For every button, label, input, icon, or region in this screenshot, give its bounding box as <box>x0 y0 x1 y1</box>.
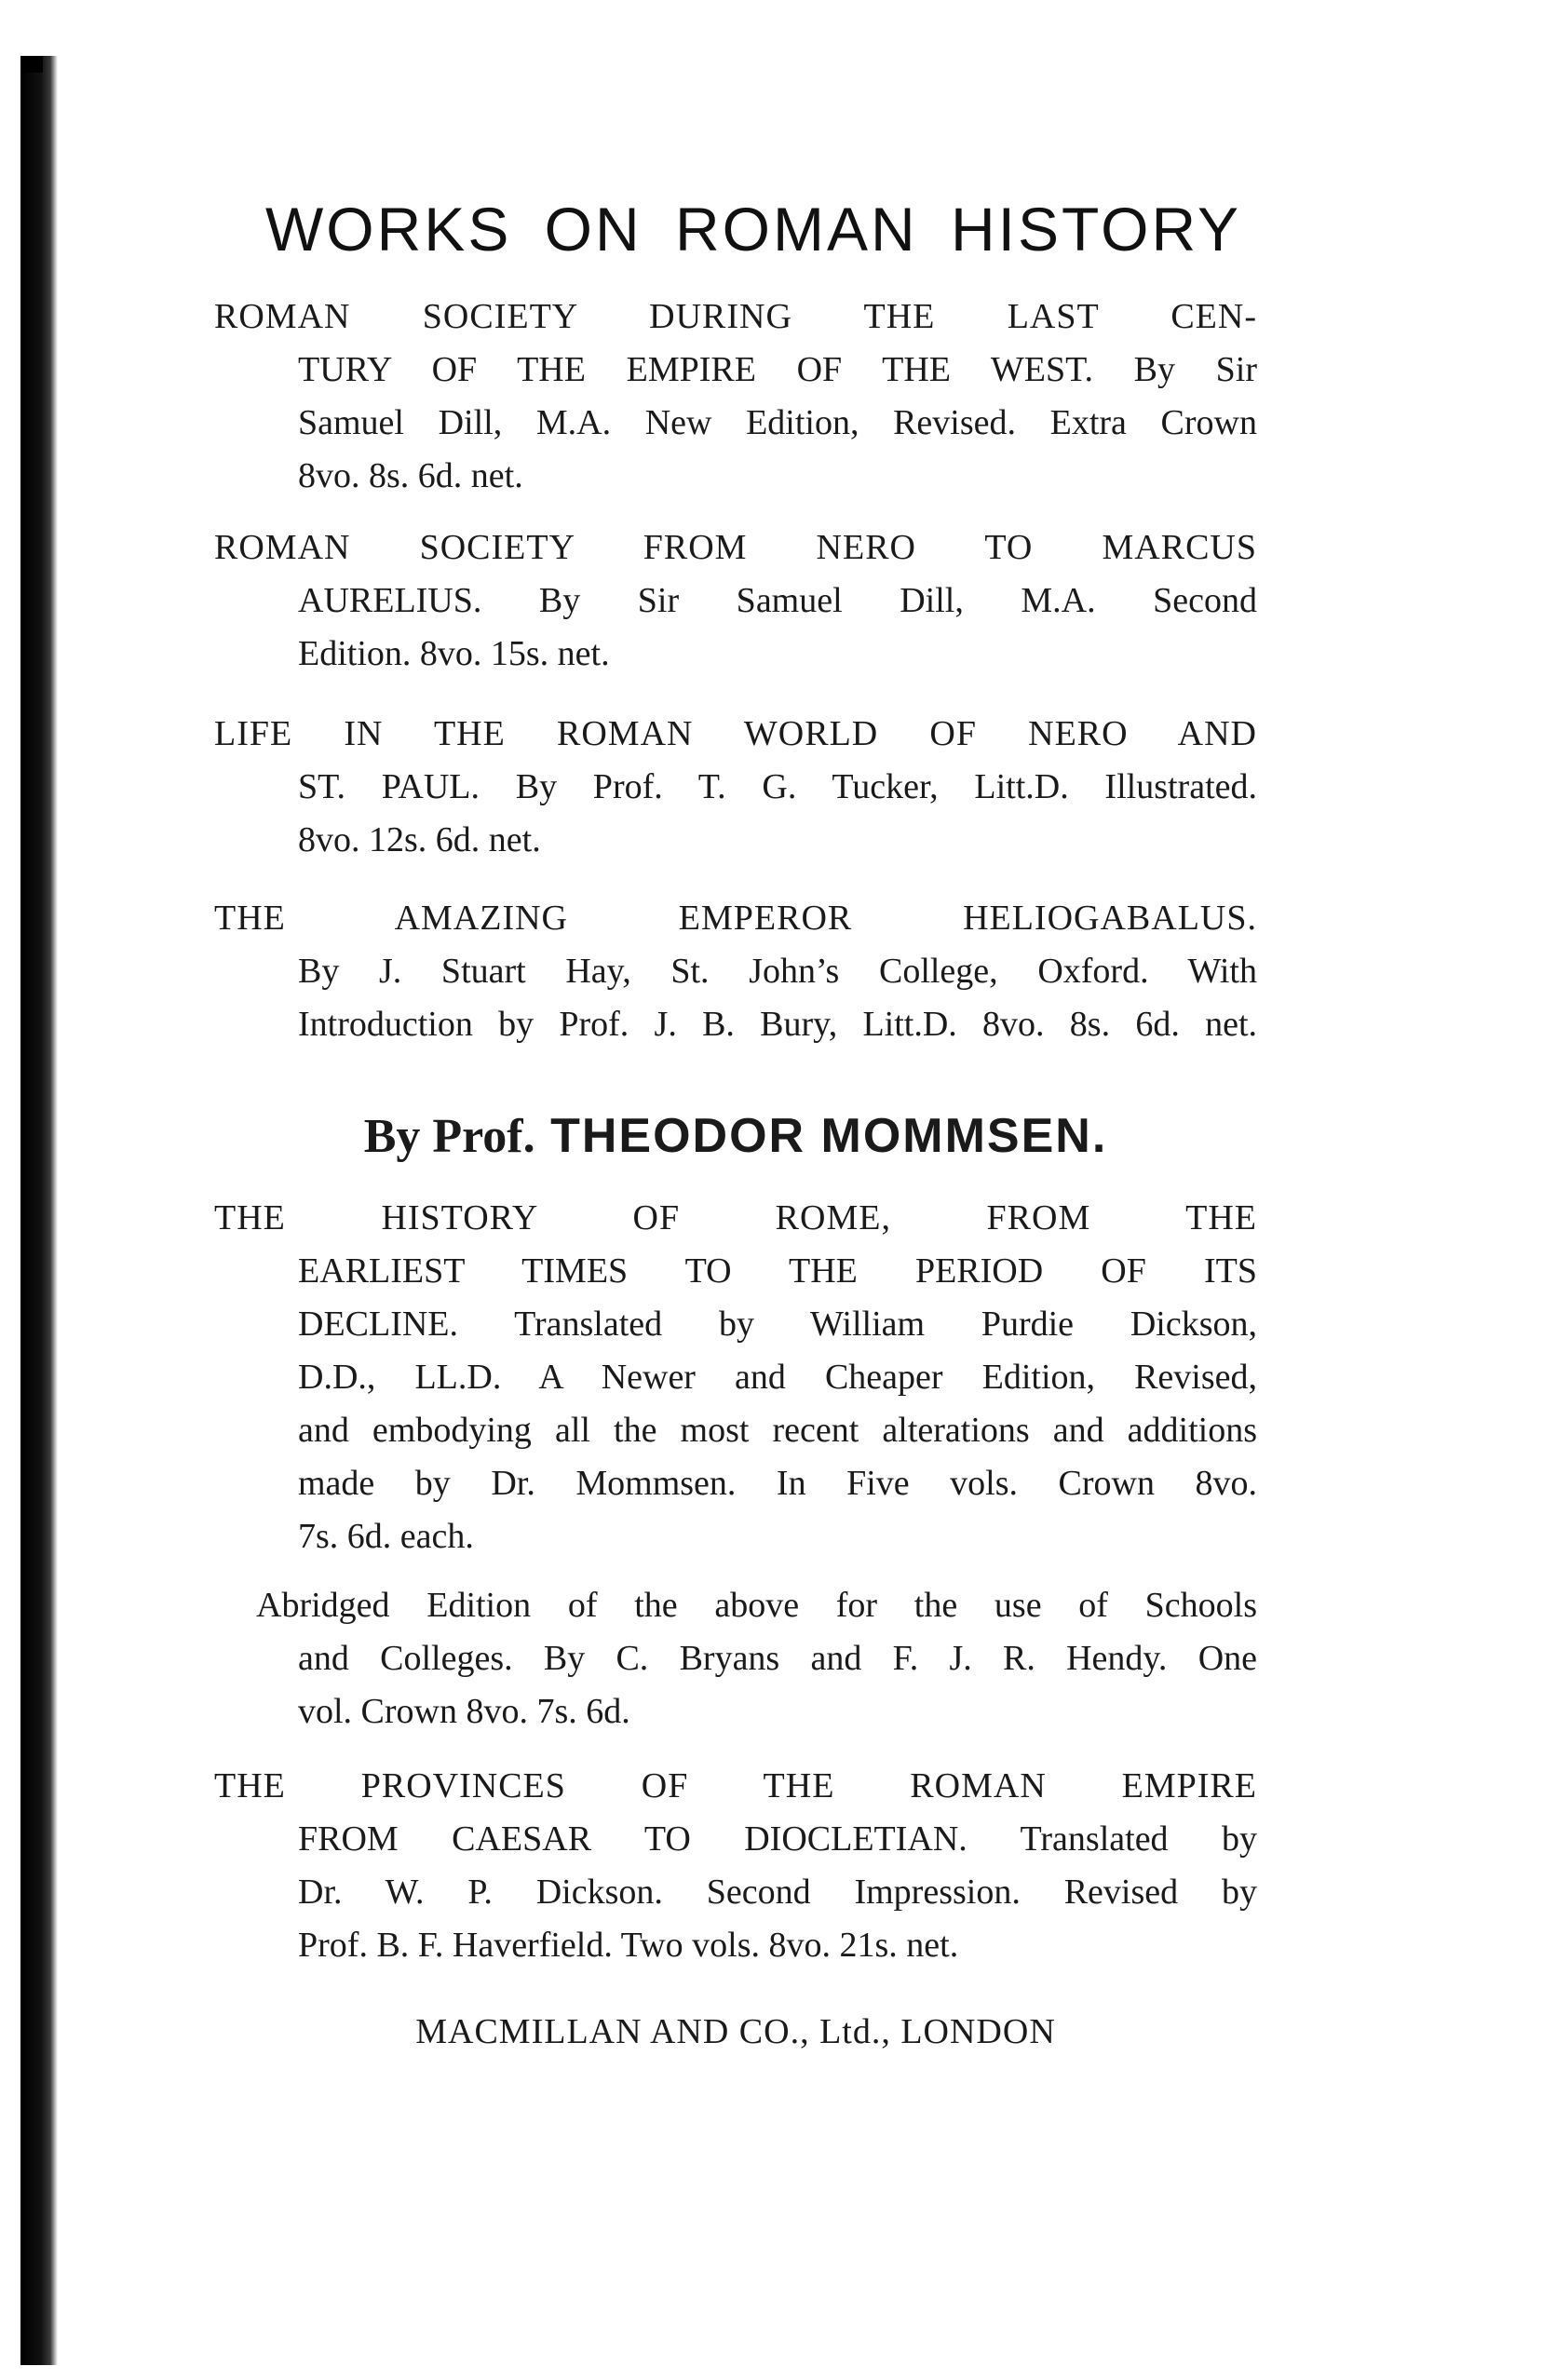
book-entry <box>214 291 1257 503</box>
entry-line: ST. PAUL. By Prof. T. G. Tucker, Litt.D. Illustrated. <box>298 767 1257 806</box>
publisher-imprint: MACMILLAN AND CO., Ltd., LONDON <box>415 2012 1056 2051</box>
entry-line: Dr. W. P. Dickson. Second Impression. Revised by <box>298 1873 1257 1912</box>
advertisement-page <box>214 0 1266 2380</box>
entry-line: Prof. B. F. Haverfield. Two vols. 8vo. 21s. net. <box>298 1926 959 1965</box>
entry-line: D.D., LL.D. A Newer and Cheaper Edition, Revised, <box>298 1358 1257 1397</box>
entry-line: FROM CAESAR TO DIOCLETIAN. Translated by <box>298 1819 1257 1859</box>
entry-line: EARLIEST TIMES TO THE PERIOD OF ITS <box>298 1251 1257 1291</box>
entry-body <box>214 945 1257 1051</box>
entry-heading: ROMAN SOCIETY FROM NERO TO MARCUS <box>214 528 1257 567</box>
entry-body <box>214 1813 1257 1972</box>
entry-line: made by Dr. Mommsen. In Five vols. Crown 8vo. <box>298 1464 1257 1503</box>
entry-line: Edition. 8vo. 15s. net. <box>298 634 610 673</box>
entry-line: 8vo. 8s. 6d. net. <box>298 456 523 495</box>
entry-line: AURELIUS. By Sir Samuel Dill, M.A. Second <box>298 581 1257 620</box>
book-entry <box>214 521 1257 681</box>
entry-body <box>214 344 1257 503</box>
book-entry <box>214 1760 1257 1972</box>
book-entry <box>214 708 1257 867</box>
section-heading <box>214 1108 1257 1164</box>
page-title: WORKS ON ROMAN HISTORY <box>265 195 1241 264</box>
abridged-line: and Colleges. By C. Bryans and F. J. R. Hendy. One <box>298 1639 1257 1678</box>
section-prefix: By Prof. <box>363 1110 535 1163</box>
entry-heading: LIFE IN THE ROMAN WORLD OF NERO AND <box>214 714 1257 753</box>
entry-body <box>214 1245 1257 1563</box>
entry-line: DECLINE. Translated by William Purdie Dickson, <box>298 1305 1257 1344</box>
book-binding-edge <box>20 56 58 2365</box>
entry-line: Samuel Dill, M.A. New Edition, Revised. Extra Crown <box>298 403 1257 442</box>
entry-heading: THE PROVINCES OF THE ROMAN EMPIRE <box>214 1766 1257 1805</box>
book-entry <box>214 892 1257 1051</box>
entry-line: 7s. 6d. each. <box>298 1517 474 1556</box>
entry-line: By J. Stuart Hay, St. John’s College, Oxford. With <box>298 952 1257 991</box>
entry-body <box>214 575 1257 681</box>
book-entry <box>214 1192 1257 1563</box>
entry-line: TURY OF THE EMPIRE OF THE WEST. By Sir <box>298 350 1257 389</box>
entry-heading: THE AMAZING EMPEROR HELIOGABALUS. <box>214 899 1257 938</box>
entry-body <box>214 761 1257 867</box>
abridged-line: Abridged Edition of the above for the use of Schools <box>256 1586 1257 1625</box>
entry-heading: THE HISTORY OF ROME, FROM THE <box>214 1198 1257 1237</box>
abridged-line: vol. Crown 8vo. 7s. 6d. <box>298 1692 630 1731</box>
entry-line: 8vo. 12s. 6d. net. <box>298 820 541 859</box>
entry-line: and embodying all the most recent alterations and additions <box>298 1411 1257 1450</box>
binding-mark <box>20 56 43 73</box>
entry-line: Introduction by Prof. J. B. Bury, Litt.D. 8vo. 8s. 6d. net. <box>298 1005 1257 1044</box>
section-author: THEODOR MOMMSEN. <box>550 1109 1108 1163</box>
abridged-note <box>214 1579 1257 1738</box>
entry-heading: ROMAN SOCIETY DURING THE LAST CEN- <box>214 297 1257 336</box>
